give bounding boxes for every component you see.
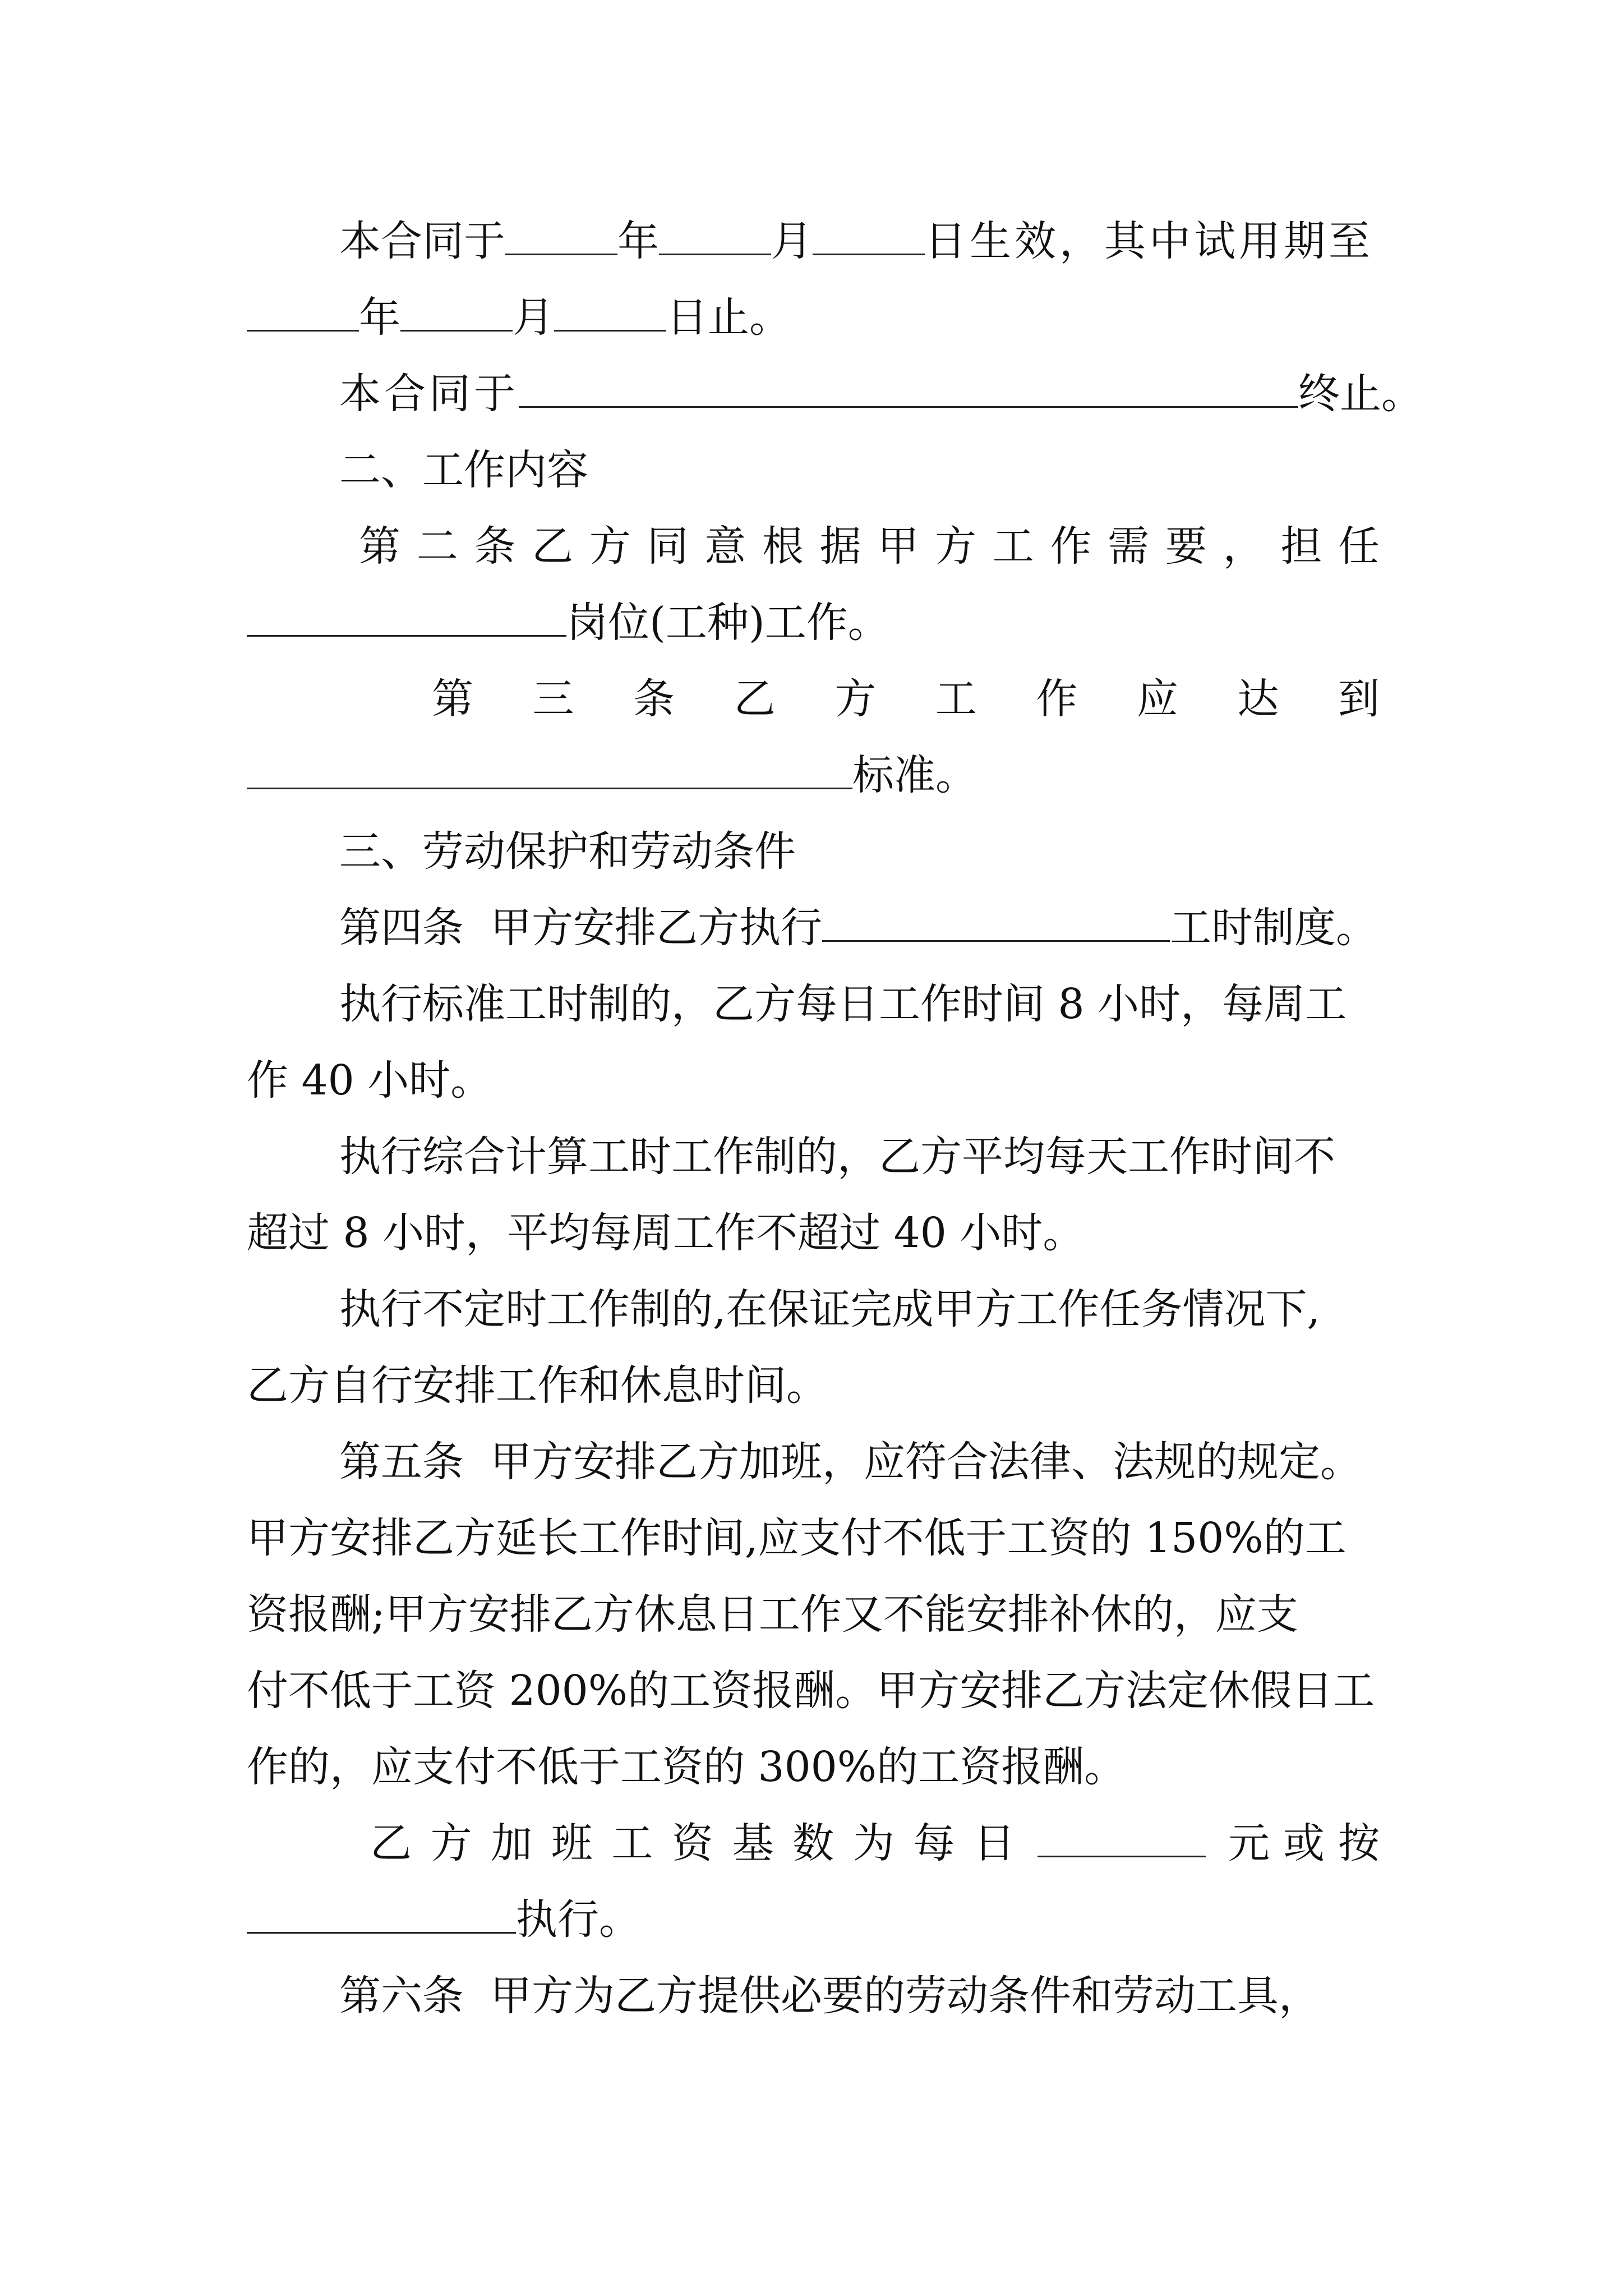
text: 日生效，其中试用期至 bbox=[925, 217, 1373, 265]
text: 岗位(工种)工作。 bbox=[566, 599, 889, 647]
char: 担 bbox=[1280, 522, 1322, 570]
char: 基 bbox=[732, 1819, 774, 1867]
char: 甲 bbox=[877, 522, 919, 570]
text: 第四条 甲方安排乙方执行 bbox=[339, 904, 823, 952]
char: 二 bbox=[416, 522, 458, 570]
char: 为 bbox=[852, 1819, 895, 1867]
overtime-base-line bbox=[247, 1810, 1380, 1877]
comprehensive-hours-line-2 bbox=[247, 1199, 1402, 1267]
char: 加 bbox=[491, 1819, 533, 1867]
article-2-line bbox=[247, 513, 1380, 580]
char: 方 bbox=[589, 522, 631, 570]
char: 据 bbox=[819, 522, 861, 570]
overtime-base-text bbox=[370, 1810, 1015, 1877]
overtime-base-tail bbox=[247, 1886, 1402, 1953]
standard-hours-line-1 bbox=[247, 970, 1495, 1038]
char: 任 bbox=[1338, 522, 1380, 570]
termination-line bbox=[247, 360, 1495, 427]
effective-date-line bbox=[247, 208, 1495, 275]
char: 条 bbox=[633, 675, 675, 723]
blank-hours-system bbox=[822, 901, 1170, 942]
char: 第 bbox=[432, 675, 473, 723]
overtime-base-text-2 bbox=[1228, 1810, 1380, 1877]
char: 数 bbox=[792, 1819, 834, 1867]
char: 条 bbox=[474, 522, 516, 570]
text: 执行不定时工作制的,在保证完成甲方工作任务情况下, bbox=[339, 1285, 1321, 1333]
flexible-hours-line-1 bbox=[247, 1276, 1495, 1343]
char: 作 bbox=[1036, 675, 1078, 723]
text: 第五条 甲方安排乙方加班，应符合法律、法规的规定。 bbox=[339, 1438, 1362, 1486]
text: 作 40 小时。 bbox=[247, 1056, 492, 1105]
article-5-line-4 bbox=[247, 1657, 1402, 1724]
char: 每 bbox=[913, 1819, 955, 1867]
char: 意 bbox=[704, 522, 746, 570]
blank-day bbox=[554, 291, 666, 332]
char: 工 bbox=[935, 675, 977, 723]
section-heading-labor bbox=[247, 818, 1495, 885]
text: 工时制度。 bbox=[1170, 904, 1378, 952]
blank-month bbox=[400, 291, 513, 332]
char: 应 bbox=[1136, 675, 1178, 723]
section-heading-work bbox=[247, 436, 1495, 504]
heading-text: 三、劳动保护和劳动条件 bbox=[339, 827, 796, 876]
text: 月 bbox=[513, 293, 554, 342]
blank-month bbox=[659, 214, 771, 255]
article-5-line-2 bbox=[247, 1504, 1402, 1572]
char: 方 bbox=[430, 1819, 472, 1867]
article-3-tail bbox=[247, 742, 1402, 809]
text: 终止。 bbox=[1298, 370, 1423, 418]
text: 执行综合计算工时工作制的，乙方平均每天工作时间不 bbox=[339, 1133, 1335, 1181]
char: 元 bbox=[1228, 1819, 1270, 1867]
char: 达 bbox=[1237, 675, 1279, 723]
char: 乙 bbox=[734, 675, 776, 723]
char: 第 bbox=[359, 522, 400, 570]
char: 班 bbox=[551, 1819, 593, 1867]
blank-overtime-basis bbox=[247, 1893, 516, 1934]
article-5-line-3 bbox=[247, 1581, 1402, 1648]
char: 同 bbox=[647, 522, 689, 570]
text: 本合同于 bbox=[339, 370, 519, 418]
text: 年 bbox=[617, 217, 659, 265]
text: 付不低于工资 200%的工资报酬。甲方安排乙方法定休假日工 bbox=[247, 1667, 1375, 1715]
char: 乙 bbox=[370, 1819, 412, 1867]
comprehensive-hours-line-1 bbox=[247, 1123, 1495, 1190]
text: 乙方自行安排工作和休息时间。 bbox=[247, 1361, 828, 1410]
blank-daily-amount bbox=[1038, 1816, 1206, 1857]
blank-year bbox=[247, 291, 359, 332]
char: 方 bbox=[834, 675, 877, 723]
article-6-line-1 bbox=[247, 1962, 1495, 2030]
char: 三 bbox=[532, 675, 574, 723]
text: 本合同于 bbox=[339, 217, 505, 265]
blank-termination bbox=[519, 367, 1298, 408]
char: 按 bbox=[1338, 1819, 1380, 1867]
blank-year bbox=[505, 214, 617, 255]
article-3-line bbox=[247, 665, 1380, 733]
text: 资报酬;甲方安排乙方休息日工作又不能安排补休的，应支 bbox=[247, 1590, 1298, 1639]
char: 需 bbox=[1108, 522, 1150, 570]
article-5-line-1 bbox=[247, 1428, 1495, 1496]
blank-standard bbox=[247, 748, 852, 789]
char: 方 bbox=[935, 522, 977, 570]
char: 资 bbox=[671, 1819, 713, 1867]
char: 工 bbox=[992, 522, 1034, 570]
article-5-line-5 bbox=[247, 1733, 1402, 1801]
char: 工 bbox=[611, 1819, 653, 1867]
heading-text: 二、工作内容 bbox=[339, 446, 588, 494]
text: 日止。 bbox=[666, 293, 791, 342]
char: 作 bbox=[1050, 522, 1092, 570]
article-2-tail bbox=[247, 589, 1402, 656]
text: 标准。 bbox=[852, 751, 977, 799]
text: 第六条 甲方为乙方提供必要的劳动条件和劳动工具， bbox=[339, 1972, 1321, 2020]
text: 执行。 bbox=[516, 1895, 640, 1944]
char: 根 bbox=[762, 522, 804, 570]
text: 超过 8 小时，平均每周工作不超过 40 小时。 bbox=[247, 1209, 1085, 1257]
blank-position bbox=[247, 596, 566, 637]
probation-end-line bbox=[247, 284, 1402, 351]
text: 年 bbox=[359, 293, 400, 342]
text: 作的，应支付不低于工资的 300%的工资报酬。 bbox=[247, 1743, 1126, 1791]
article-4-line bbox=[247, 894, 1495, 961]
char: 要 bbox=[1165, 522, 1207, 570]
text: 甲方安排乙方延长工作时间,应支付不低于工资的 150%的工 bbox=[247, 1514, 1347, 1562]
standard-hours-line-2 bbox=[247, 1047, 1402, 1114]
char: 或 bbox=[1283, 1819, 1325, 1867]
char: ， bbox=[1223, 522, 1265, 570]
blank-day bbox=[813, 214, 925, 255]
text: 月 bbox=[771, 217, 813, 265]
flexible-hours-line-2 bbox=[247, 1352, 1402, 1419]
char: 到 bbox=[1338, 675, 1380, 723]
char: 乙 bbox=[532, 522, 574, 570]
char: 日 bbox=[973, 1819, 1015, 1867]
text: 执行标准工时制的，乙方每日工作时间 8 小时，每周工 bbox=[339, 980, 1347, 1028]
